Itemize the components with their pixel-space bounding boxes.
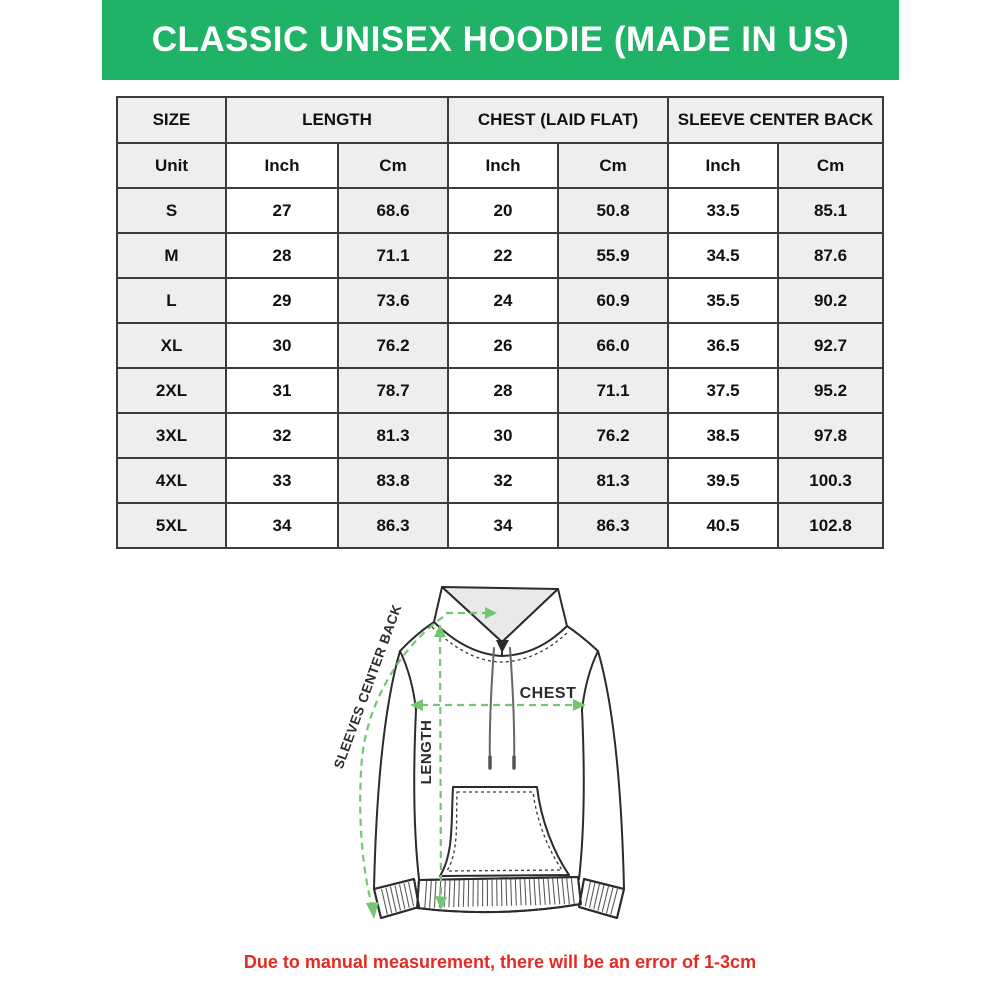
value-cell: 76.2 [558,413,668,458]
value-cell: 100.3 [778,458,883,503]
size-cell: 3XL [117,413,226,458]
sleeve-arrow-down-icon [366,902,379,919]
value-cell: 50.8 [558,188,668,233]
value-cell: 86.3 [558,503,668,548]
size-cell: 5XL [117,503,226,548]
value-cell: 35.5 [668,278,778,323]
value-cell: 40.5 [668,503,778,548]
hoodie-drawing [330,560,670,950]
size-cell: S [117,188,226,233]
table-row [117,278,883,323]
value-cell: 31 [226,368,338,413]
sleeves-center-back-label: SLEEVES CENTER BACK [331,602,405,771]
right-shoulder-seam [567,626,598,651]
value-cell: 27 [226,188,338,233]
rib-line [463,880,464,907]
unit-header-cell: Cm [778,143,883,188]
value-cell: 38.5 [668,413,778,458]
size-table [116,96,884,549]
value-cell: 34 [448,503,558,548]
value-cell: 34 [226,503,338,548]
value-cell: 85.1 [778,188,883,233]
value-cell: 28 [226,233,338,278]
table-row [117,233,883,278]
value-cell: 71.1 [338,233,448,278]
value-cell: 102.8 [778,503,883,548]
value-cell: 34.5 [668,233,778,278]
unit-header-cell: Cm [558,143,668,188]
value-cell: 30 [448,413,558,458]
table-group-header-row [117,97,883,143]
value-cell: 83.8 [338,458,448,503]
kangaroo-pocket [440,787,569,876]
title-banner [102,0,899,80]
chest-label: CHEST [519,685,577,702]
value-cell: 86.3 [338,503,448,548]
value-cell: 68.6 [338,188,448,233]
table-unit-header-row [117,143,883,188]
value-cell: 36.5 [668,323,778,368]
left-drawstring [490,648,494,766]
size-cell: 2XL [117,368,226,413]
unit-header-cell: Inch [668,143,778,188]
table-row [117,458,883,503]
left-sleeve-outer [374,651,400,889]
value-cell: 20 [448,188,558,233]
size-cell: M [117,233,226,278]
right-armhole-seam [582,651,598,710]
table-row [117,503,883,548]
page-title: CLASSIC UNISEX HOODIE (MADE IN US) [151,20,850,59]
value-cell: 39.5 [668,458,778,503]
value-cell: 60.9 [558,278,668,323]
value-cell: 33 [226,458,338,503]
column-header-size: SIZE [117,97,226,143]
value-cell: 92.7 [778,323,883,368]
unit-header-cell: Unit [117,143,226,188]
right-cuff [579,879,624,918]
table-row [117,413,883,458]
rib-line [506,879,507,905]
column-header-chest: CHEST (LAID FLAT) [448,97,668,143]
value-cell: 81.3 [558,458,668,503]
right-drawstring [510,648,514,766]
unit-header-cell: Inch [226,143,338,188]
table-row [117,188,883,233]
value-cell: 32 [226,413,338,458]
table-row [117,323,883,368]
value-cell: 30 [226,323,338,368]
value-cell: 37.5 [668,368,778,413]
size-table-body [117,188,883,548]
size-cell: 4XL [117,458,226,503]
length-label: LENGTH [418,719,435,785]
right-sleeve-outer [598,651,624,889]
rib-line [501,879,502,905]
table-row [117,368,883,413]
value-cell: 81.3 [338,413,448,458]
value-cell: 90.2 [778,278,883,323]
value-cell: 33.5 [668,188,778,233]
unit-header-cell: Cm [338,143,448,188]
value-cell: 97.8 [778,413,883,458]
value-cell: 24 [448,278,558,323]
value-cell: 78.7 [338,368,448,413]
value-cell: 87.6 [778,233,883,278]
value-cell: 32 [448,458,558,503]
size-cell: XL [117,323,226,368]
value-cell: 55.9 [558,233,668,278]
value-cell: 29 [226,278,338,323]
left-shoulder-seam [400,622,434,651]
column-header-sleeve: SLEEVE CENTER BACK [668,97,883,143]
length-measure-line [440,635,441,898]
measurement-disclaimer: Due to manual measurement, there will be an error of 1-3cm [243,952,757,972]
value-cell: 76.2 [338,323,448,368]
right-sleeve-inner [579,710,584,879]
value-cell: 28 [448,368,558,413]
value-cell: 66.0 [558,323,668,368]
value-cell: 22 [448,233,558,278]
value-cell: 73.6 [338,278,448,323]
left-armhole-seam [400,651,416,710]
hoodie-measurement-diagram [330,560,670,950]
value-cell: 26 [448,323,558,368]
value-cell: 95.2 [778,368,883,413]
column-header-length: LENGTH [226,97,448,143]
size-cell: L [117,278,226,323]
value-cell: 71.1 [558,368,668,413]
unit-header-cell: Inch [448,143,558,188]
